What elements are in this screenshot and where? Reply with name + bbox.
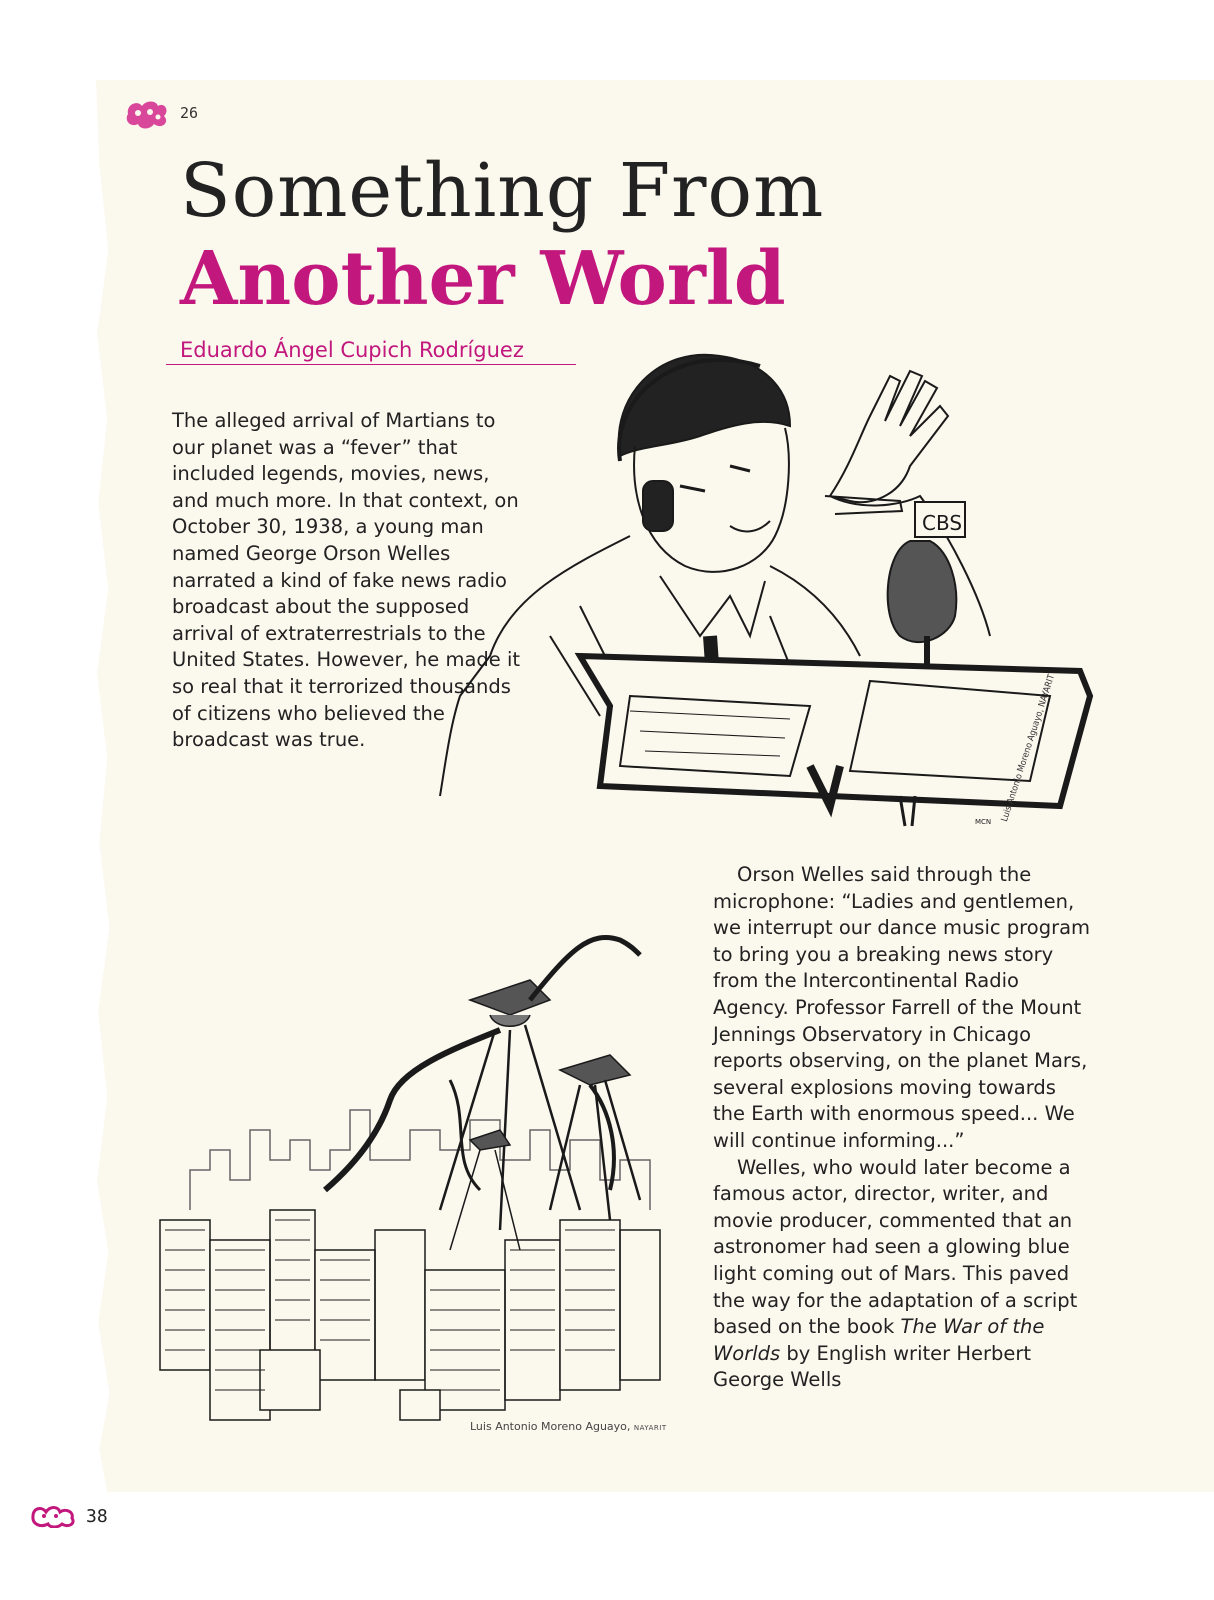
welles-radio-illustration [430, 336, 1120, 836]
article-title-line2: Another World [180, 236, 786, 322]
credit2-place: NAYARIT [633, 1424, 667, 1432]
intro-paragraph: The alleged arrival of Martians to our planet was a “fever” that included legends, movies, news, and much more. In that context, on October 30, 1938, a young man named George Orson Welles narrated a kind of fake news radio broadcast about the supposed arrival of extraterrestrials to the United States. However, he made it so real that it terrorized thousands of citizens who believed the broadcast was true. [172, 409, 521, 752]
para3-start: Welles, who would later become a famous actor, director, writer, and movie producer, commented that an astronomer had seen a glowing blue light coming out of Mars. This paved the way for the adaptation of a script based on the book [713, 1155, 1078, 1339]
page-number: 38 [86, 1506, 108, 1527]
paragraph-welles [713, 1155, 1093, 1394]
paragraph-quote: Orson Welles said through the microphone: “Ladies and gentlemen, we interrupt our dance music program to bring you a breaking news story from the Intercontinental Radio Agency. Professor Farrell of the Mount Jennings Observatory in Chicago reports observing, on the planet Mars, several explosions moving towards the Earth with enormous speed... We will continue informing...” [713, 863, 1091, 1152]
book-title: The War of the Worlds [713, 1315, 1045, 1365]
author-byline: Eduardo Ángel Cupich Rodríguez [180, 338, 524, 362]
magazine-logo-icon [124, 98, 170, 130]
magazine-page-number: 26 [180, 104, 199, 122]
mic-label: CBS [922, 511, 963, 535]
para3-end: by English writer Herbert George Wells [713, 1341, 1032, 1392]
credit1-name: Luis Antonio Moreno Aguayo, [1000, 707, 1046, 824]
martian-tripods-city-illustration [150, 830, 680, 1430]
credit1-place: NAYARIT [1037, 673, 1058, 709]
footer-logo-icon [30, 1502, 78, 1528]
body-column [713, 862, 1093, 1394]
article-title-line1: Something From [180, 148, 825, 234]
credit2-name: Luis Antonio Moreno Aguayo, [470, 1420, 631, 1433]
artist-initials: MCN [975, 818, 992, 826]
illustration-credit-2 [470, 1420, 667, 1433]
